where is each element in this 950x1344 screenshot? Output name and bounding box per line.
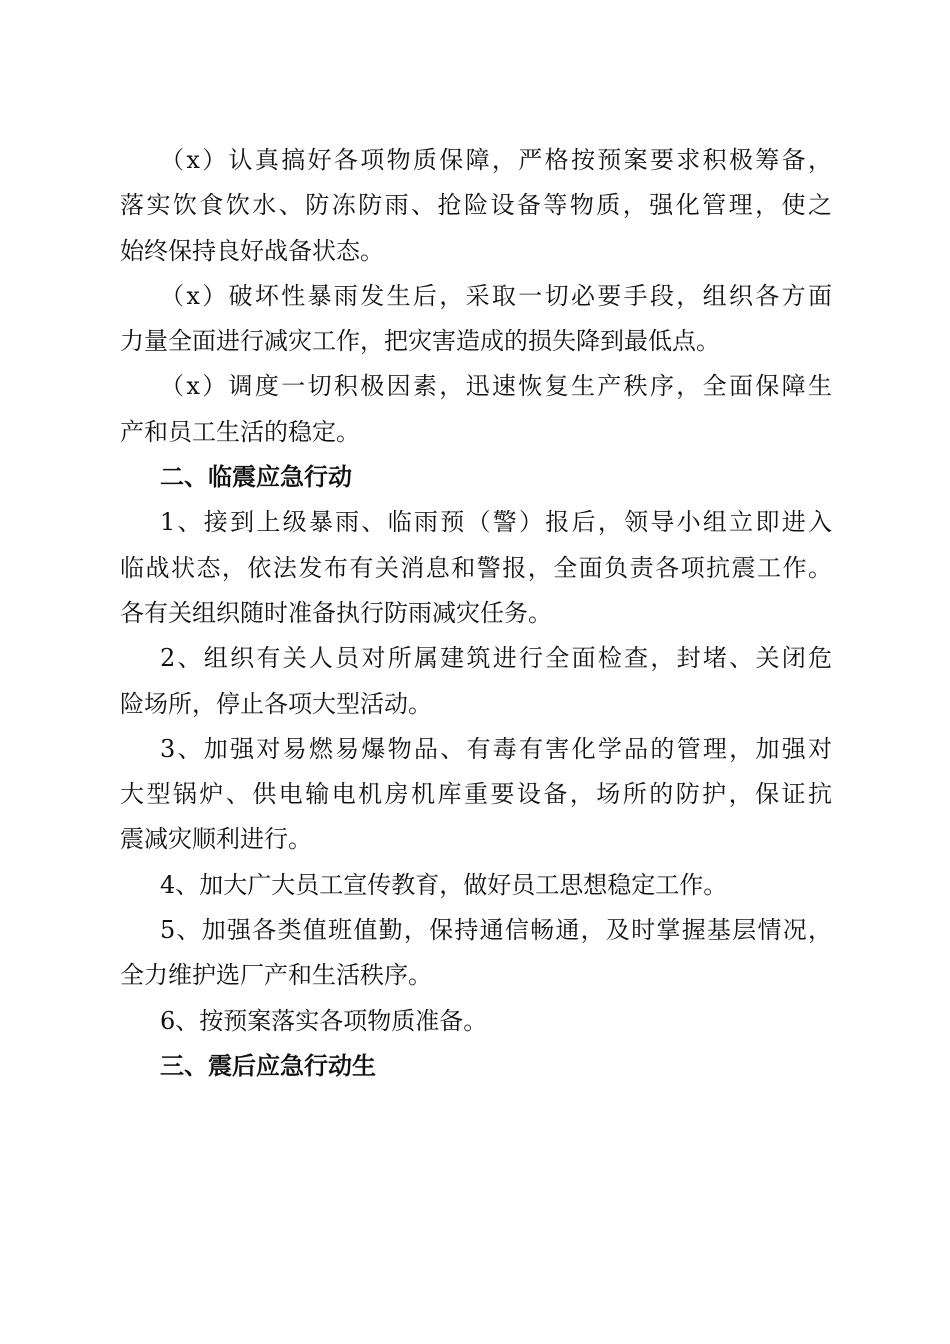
text-line: 3、加强对易燃易爆物品、有毒有害化学品的管理，加强对: [160, 734, 832, 763]
text-line: 各有关组织随时准备执行防雨减灾任务。: [120, 598, 552, 627]
text-line: （x）破坏性暴雨发生后，采取一切必要手段，组织各方面: [160, 281, 832, 310]
text-line: 震减灾顺利进行。: [120, 825, 312, 854]
text-line: （x）认真搞好各项物质保障，严格按预案要求积极筹备，: [160, 146, 832, 174]
text-line: 1、接到上级暴雨、临雨预（警）报后，领导小组立即进入: [160, 508, 832, 537]
text-line: 大型锅炉、供电输电机房机库重要设备，场所的防护，保证抗: [120, 780, 832, 809]
text-line: 5、加强各类值班值勤，保持通信畅通，及时掌握基层情况，: [160, 916, 832, 945]
document-body: [120, 138, 832, 1089]
text-line: 4、加大广大员工宣传教育，做好员工思想稳定工作。: [160, 870, 728, 899]
paragraph-disaster-reduction: [120, 274, 832, 365]
text-line: 全力维护选厂产和生活秩序。: [120, 961, 432, 990]
list-item-5: [120, 908, 832, 999]
section-heading-pre-earthquake: 二、临震应急行动: [160, 463, 352, 492]
text-line: 临战状态，依法发布有关消息和警报，全面负责各项抗震工作。: [120, 553, 832, 582]
text-line: （x）调度一切积极因素，迅速恢复生产秩序，全面保障生: [160, 372, 832, 401]
list-item-2: [120, 636, 832, 727]
text-line: 2、组织有关人员对所属建筑进行全面检查，封堵、关闭危: [160, 644, 832, 673]
list-item-3: [120, 727, 832, 863]
list-item-6: [120, 999, 832, 1044]
paragraph-material-guarantee: [120, 138, 832, 274]
text-line: 6、按预案落实各项物质准备。: [160, 1006, 488, 1035]
section-heading-post-earthquake: 三、震后应急行动生: [160, 1051, 376, 1080]
list-item-1: [120, 500, 832, 636]
list-item-4: [120, 863, 832, 908]
text-line: 始终保持良好战备状态。: [120, 236, 384, 265]
text-line: 险场所，停止各项大型活动。: [120, 689, 432, 718]
text-line: 力量全面进行减灾工作，把灾害造成的损失降到最低点。: [120, 327, 720, 356]
text-line: 落实饮食饮水、防冻防雨、抢险设备等物质，强化管理，使之: [120, 191, 832, 220]
paragraph-restore-production: [120, 364, 832, 455]
text-line: 产和员工生活的稳定。: [120, 417, 360, 446]
